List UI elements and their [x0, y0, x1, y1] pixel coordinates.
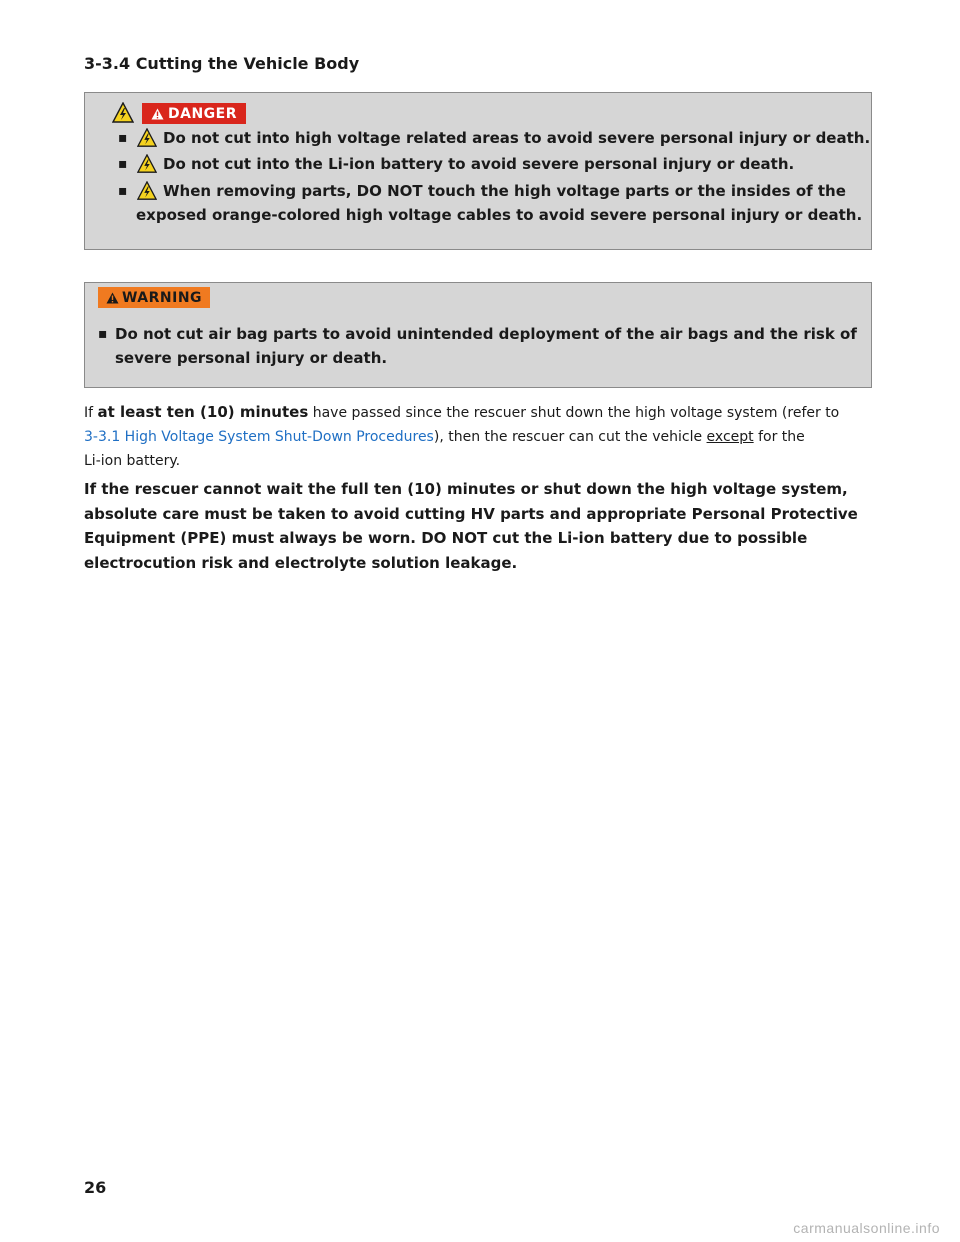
bullet-marker: ▪: [118, 130, 128, 146]
warning-item-line1: Do not cut air bag parts to avoid unintended deployment of the air bags and the risk of: [115, 325, 857, 343]
underlined-text: except: [706, 429, 754, 445]
danger-label: DANGER: [167, 105, 237, 122]
high-voltage-warning-icon: [137, 154, 157, 174]
body-text: If: [84, 405, 98, 421]
alert-triangle-icon: [106, 292, 119, 304]
body-text: for the: [753, 429, 805, 445]
danger-item-1: Do not cut into high voltage related areas to avoid severe personal injury or death.: [163, 129, 871, 147]
procedure-reference-link[interactable]: 3-3.1 High Voltage System Shut-Down Procedures: [84, 429, 434, 445]
warning-label: WARNING: [121, 289, 203, 306]
page-number: 26: [84, 1178, 107, 1197]
caution-line: Equipment (PPE) must always be worn. DO NOT cut the Li-ion battery due to possible: [84, 529, 808, 547]
caution-line: electrocution risk and electrolyte solution leakage.: [84, 553, 518, 572]
emphasis-text: at least ten (10) minutes: [97, 403, 309, 421]
caution-line: If the rescuer cannot wait the full ten (10) minutes or shut down the high voltage system,: [84, 480, 848, 498]
bullet-marker: ▪: [118, 156, 128, 172]
body-paragraph: [84, 400, 864, 473]
body-text: Li-ion battery.: [84, 453, 181, 469]
body-text: have passed since the rescuer shut down the high voltage system (refer to: [308, 405, 840, 421]
danger-label-badge: [142, 103, 246, 124]
high-voltage-warning-icon: [137, 128, 157, 148]
bullet-marker: ▪: [98, 326, 108, 342]
section-title: 3-3.4 Cutting the Vehicle Body: [84, 54, 360, 73]
danger-item-3-line2: exposed orange-colored high voltage cables to avoid severe personal injury or death.: [136, 206, 863, 224]
bullet-marker: ▪: [118, 183, 128, 199]
alert-triangle-icon: [151, 108, 164, 120]
danger-item-3-line1: When removing parts, DO NOT touch the high voltage parts or the insides of the: [163, 182, 846, 200]
high-voltage-warning-icon: [112, 102, 134, 124]
caution-line: absolute care must be taken to avoid cutting HV parts and appropriate Personal Protective: [84, 504, 858, 523]
high-voltage-warning-icon: [137, 181, 157, 201]
body-text: ), then the rescuer can cut the vehicle: [433, 429, 707, 445]
watermark: carmanualsonline.info: [793, 1220, 940, 1236]
warning-label-badge: [98, 287, 210, 308]
warning-item-line2: severe personal injury or death.: [115, 349, 388, 367]
danger-item-2: Do not cut into the Li-ion battery to avoid severe personal injury or death.: [163, 155, 795, 173]
caution-paragraph: [84, 477, 874, 575]
